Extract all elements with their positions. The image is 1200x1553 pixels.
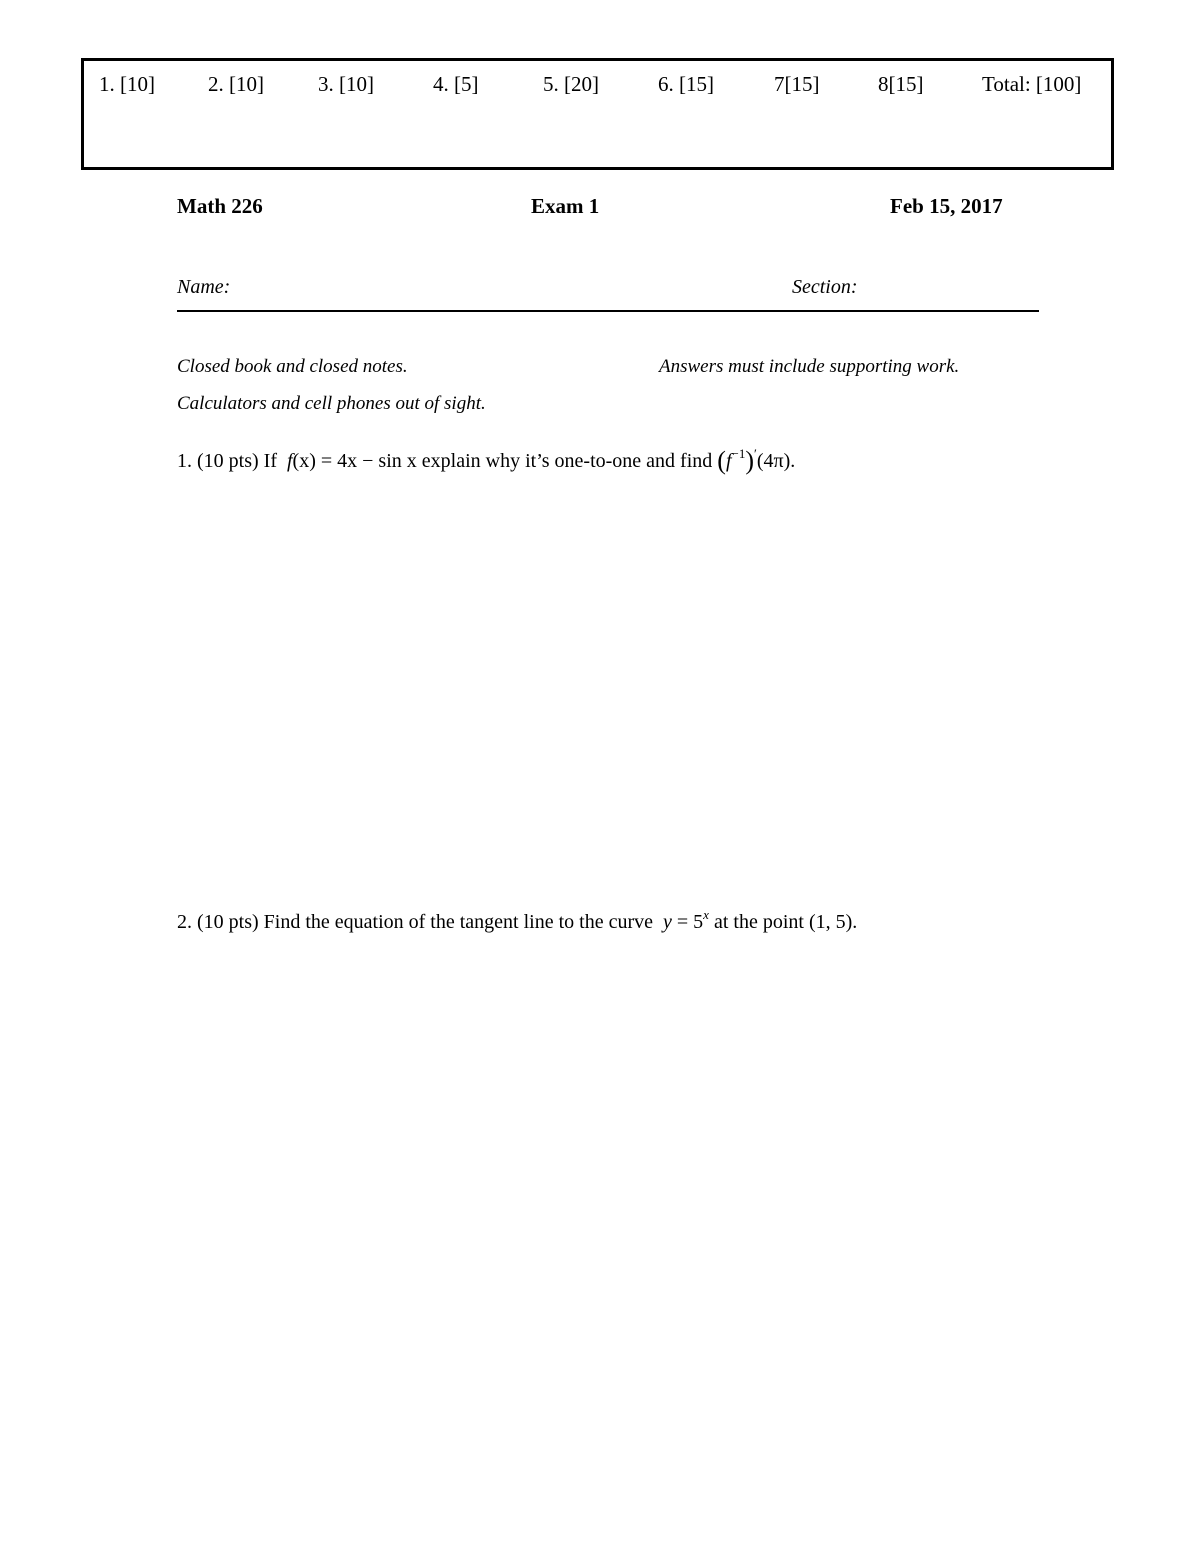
name-section-line [177, 310, 1039, 312]
problem-1-function: f(x) = 4x − sin x [286, 450, 417, 472]
exam-title: Exam 1 [531, 194, 600, 218]
course-title: Math 226 [177, 194, 263, 218]
score-cell-q6: 6. [15] [658, 72, 714, 96]
problem-2 [177, 907, 858, 934]
score-cell-q7: 7[15] [774, 72, 820, 96]
problem-1-middle: explain why it’s one-to-one and find [421, 450, 713, 472]
score-table [81, 58, 1114, 170]
problem-2-point: (1, 5). [808, 911, 858, 933]
problem-2-middle: at the point [713, 911, 804, 933]
problem-1-inverse-derivative: $(f^{-1})'(4\pi)$. [717, 446, 796, 475]
instruction-calculators: Calculators and cell phones out of sight. [177, 393, 486, 414]
score-cell-q1: 1. [10] [99, 72, 155, 96]
score-cell-q5: 5. [20] [543, 72, 599, 96]
problem-1 [177, 446, 795, 476]
score-cell-q4: 4. [5] [433, 72, 479, 96]
score-cell-q3: 3. [10] [318, 72, 374, 96]
name-label: Name: [177, 276, 231, 298]
problem-1-prefix: 1. (10 pts) If [177, 450, 277, 472]
instruction-supporting-work: Answers must include supporting work. [659, 356, 960, 377]
problem-2-prefix: 2. (10 pts) Find the equation of the tangent line to the curve [177, 911, 653, 933]
score-cell-q8: 8[15] [878, 72, 924, 96]
exam-date: Feb 15, 2017 [890, 194, 1003, 218]
section-label: Section: [792, 276, 858, 298]
score-cell-q2: 2. [10] [208, 72, 264, 96]
score-cell-total: Total: [100] [982, 72, 1082, 96]
problem-2-curve: $y = 5^x$ [663, 907, 709, 933]
instruction-closed-book: Closed book and closed notes. [177, 356, 408, 377]
